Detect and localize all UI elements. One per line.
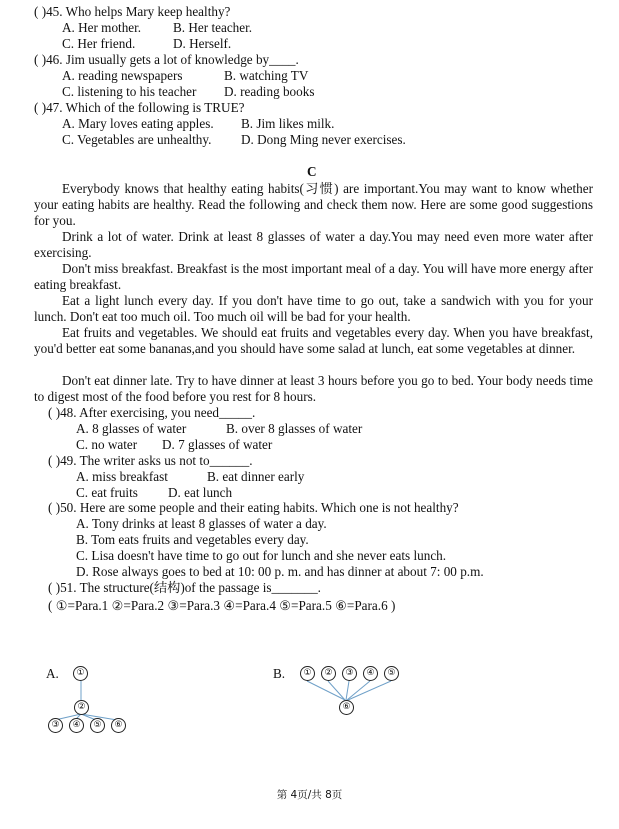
passage-paragraph-6: Don't eat dinner late. Try to have dinner at least 3 hours before you go to bed. Your body needs time to digest most of the food before you rest for 8 hours. — [34, 373, 593, 404]
q47-option-d: D. Dong Ming never exercises. — [241, 132, 406, 147]
q47-stem: ( )47. Which of the following is TRUE? — [34, 100, 245, 115]
q50-stem: ( )50. Here are some people and their eating habits. Which one is not healthy? — [48, 500, 459, 515]
section-title: C — [307, 164, 317, 179]
q49-option-d: D. eat lunch — [168, 485, 233, 500]
diagram-b — [296, 662, 406, 718]
q46-option-d: D. reading books — [224, 84, 315, 99]
q50-option-c: C. Lisa doesn't have time to go out for lunch and she never eats lunch. — [76, 548, 447, 563]
q48-stem: ( )48. After exercising, you need_____. — [48, 405, 256, 420]
q47-option-c: C. Vegetables are unhealthy. — [62, 132, 212, 147]
diagram-a-node-5: ⑤ — [90, 718, 105, 733]
diagram-a-node-2: ② — [74, 700, 89, 715]
q49-option-b: B. eat dinner early — [207, 469, 305, 484]
q50-option-b: B. Tom eats fruits and vegetables every day. — [76, 532, 309, 547]
q48-option-a: A. 8 glasses of water — [76, 421, 187, 436]
q45-option-b: B. Her teacher. — [173, 20, 253, 35]
diagram-a-node-1: ① — [73, 666, 88, 681]
q49-stem: ( )49. The writer asks us not to______. — [48, 453, 253, 468]
passage-paragraph-5: Eat fruits and vegetables. We should eat fruits and vegetables every day. When you have breakfast, you'd better eat some bananas,and you should have some salad at lunch, eat some vegetables at dinner. — [34, 325, 593, 356]
q51-stem: ( )51. The structure(结构)of the passage is_______. — [48, 580, 321, 595]
q48-option-d: D. 7 glasses of water — [162, 437, 273, 452]
q46-option-c: C. listening to his teacher — [62, 84, 197, 99]
diagram-b-node-6: ⑥ — [339, 700, 354, 715]
q49-option-a: A. miss breakfast — [76, 469, 168, 484]
q45-option-d: D. Herself. — [173, 36, 232, 51]
q46-option-a: A. reading newspapers — [62, 68, 183, 83]
q48-option-b: B. over 8 glasses of water — [226, 421, 363, 436]
q49-option-c: C. eat fruits — [76, 485, 138, 500]
q47-option-b: B. Jim likes milk. — [241, 116, 335, 131]
diagram-b-node-3: ③ — [342, 666, 357, 681]
diagram-a — [44, 662, 134, 738]
q45-option-a: A. Her mother. — [62, 20, 142, 35]
passage-paragraph-4: Eat a light lunch every day. If you don't have time to go out, take a sandwich with you for your lunch. Don't eat too much oil. Too much oil will be bad for your health. — [34, 293, 593, 324]
diagram-b-node-4: ④ — [363, 666, 378, 681]
q47-option-a: A. Mary loves eating apples. — [62, 116, 214, 131]
q45-option-c: C. Her friend. — [62, 36, 136, 51]
diagram-a-node-3: ③ — [48, 718, 63, 733]
q50-option-d: D. Rose always goes to bed at 10: 00 p. m. and has dinner at about 7: 00 p.m. — [76, 564, 484, 579]
diagram-a-label: A. — [46, 666, 59, 681]
passage-paragraph-3: Don't miss breakfast. Breakfast is the most important meal of a day. You will have more energy after eating breakfast. — [34, 261, 593, 292]
diagram-b-node-5: ⑤ — [384, 666, 399, 681]
q46-option-b: B. watching TV — [224, 68, 309, 83]
diagram-b-label: B. — [273, 666, 286, 681]
diagram-b-node-1: ① — [300, 666, 315, 681]
q51-key: ( ①=Para.1 ②=Para.2 ③=Para.3 ④=Para.4 ⑤=Para.5 ⑥=Para.6 ) — [48, 598, 396, 613]
diagram-b-node-2: ② — [321, 666, 336, 681]
page-footer: 第 4页/共 8页 — [276, 789, 343, 801]
q50-option-a: A. Tony drinks at least 8 glasses of water a day. — [76, 516, 327, 531]
diagram-a-node-4: ④ — [69, 718, 84, 733]
passage-paragraph-1: Everybody knows that healthy eating habits(习惯) are important.You may want to know whether your eating habits are healthy. Read the following and check them now. Here are some good suggestions for you. — [34, 181, 593, 228]
q45-stem: ( )45. Who helps Mary keep healthy? — [34, 4, 231, 19]
q48-option-c: C. no water — [76, 437, 138, 452]
passage-paragraph-2: Drink a lot of water. Drink at least 8 glasses of water a day.You may need even more water after exercising. — [34, 229, 593, 260]
diagram-a-node-6: ⑥ — [111, 718, 126, 733]
q46-stem: ( )46. Jim usually gets a lot of knowledge by____. — [34, 52, 299, 67]
